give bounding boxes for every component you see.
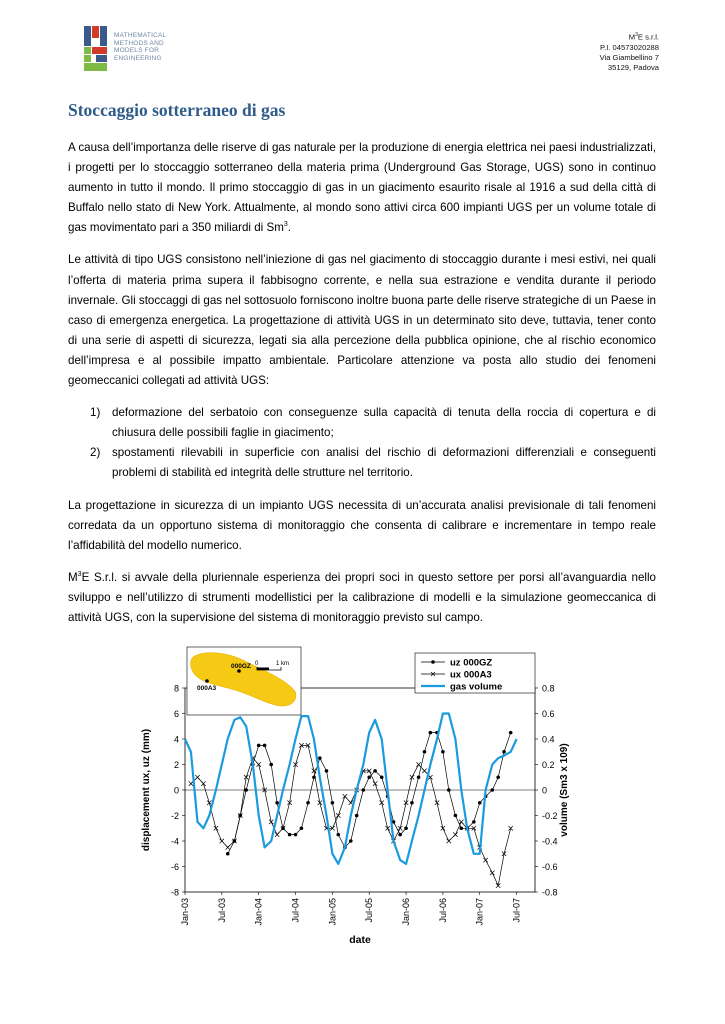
data-point-uz	[502, 750, 506, 754]
left-tick-label: 0	[173, 785, 179, 796]
data-point-uz	[460, 826, 464, 830]
data-point-uz	[306, 801, 310, 805]
displacement-volume-chart	[135, 645, 575, 955]
right-tick-label: -0.4	[542, 836, 558, 847]
data-point-uz	[478, 801, 482, 805]
right-tick-label: 0.4	[542, 734, 555, 745]
right-tick-label: 0.2	[542, 760, 555, 770]
data-point-ux	[220, 839, 224, 843]
x-tick-label: Jul-03	[216, 898, 227, 923]
company-vat: P.I. 04573020288	[600, 42, 659, 52]
data-point-ux	[398, 826, 402, 830]
x-tick-label: Jul-07	[511, 898, 522, 923]
data-point-ux	[343, 794, 347, 798]
x-tick-label: Jan-06	[401, 898, 412, 926]
data-point-uz	[410, 801, 414, 805]
data-point-ux	[483, 858, 487, 862]
data-point-ux	[207, 801, 211, 805]
data-point-ux	[195, 775, 199, 779]
data-point-uz	[398, 833, 402, 837]
data-point-ux	[189, 781, 193, 785]
legend-label: ux 000A3	[450, 669, 492, 681]
data-point-ux	[373, 781, 377, 785]
data-point-uz	[362, 788, 366, 792]
data-point-uz	[490, 788, 494, 792]
left-tick-label: 2	[173, 760, 179, 770]
data-point-uz	[331, 801, 335, 805]
company-name: $M^3E$ s.r.l.	[628, 32, 659, 42]
company-city: 35129, Padova	[607, 63, 659, 73]
paragraph-ugs-activity: Le attività di tipo UGS consistono nell’iniezione di gas nel giacimento di stoccaggio durante i mesi estivi, nei quali l’offerta di materia prima supera il fabbisogno corrente, e nella sua estrazione e vendita durante il periodo invernale. Gli stoccaggi di gas nel sottosuolo forniscono inoltre buona parte delle riserve strategiche di un Paese in caso di emergenza energetica. La progettazione di attività UGS in un determinato sito deve, tuttavia, tener conto di una serie di aspetti di sicurezza, legati sia alla percezione della pubblica opinione, che al rischio economico dell’impresa e al possibile impatto ambientale. Particolare attenzione va posta allo studio dei fenomeni geomeccanici collegati ad attività UGS:	[68, 253, 656, 388]
company-address: Via Giambellino 7	[599, 52, 659, 62]
data-point-ux	[385, 826, 389, 830]
x-tick-label: Jan-04	[253, 898, 264, 926]
data-point-uz	[367, 775, 371, 779]
paragraph-intro: A causa dell’importanza delle riserve di gas naturale per la produzione di energia elettrica nei paesi industrializzati, i progetti per lo stoccaggio sotterraneo della materia prima (Underground Gas Storage, UGS) sono in continuo aumento in tutto il mondo. Il primo stoccaggio di gas in un giacimento esaurito risale al 1916 a sud della città di Buffalo nello stato di New York. Attualmente, al mondo sono attivi circa 600 impianti UGS per un volume totale di gas movimentato pari a 350 miliardi di Sm$^3$.	[68, 141, 656, 235]
data-point-uz	[300, 826, 304, 830]
data-point-ux	[447, 839, 451, 843]
data-point-uz	[373, 769, 377, 773]
data-point-uz	[472, 820, 476, 824]
data-point-ux	[508, 826, 512, 830]
left-tick-label: -6	[170, 862, 179, 872]
logo-line-4: ENGINEERING	[114, 54, 162, 62]
station-000a3-label: 000A3	[197, 685, 217, 692]
right-tick-label: -0.8	[542, 887, 558, 898]
scale-label-0: 0	[255, 661, 259, 667]
data-point-uz	[509, 731, 513, 735]
data-point-uz	[423, 750, 427, 754]
x-tick-label: Jul-05	[364, 898, 375, 923]
right-tick-label: -0.6	[542, 862, 558, 872]
right-tick-label: -0.2	[542, 811, 558, 821]
data-point-ux	[422, 769, 426, 773]
right-tick-label: 0.8	[542, 683, 555, 694]
data-point-uz	[349, 839, 353, 843]
y-axis-label-right: volume (Sm3 x 109)	[559, 743, 570, 837]
legend-label: gas volume	[450, 681, 503, 693]
document-body	[68, 138, 656, 640]
left-tick-label: -4	[170, 836, 179, 847]
data-point-ux	[410, 775, 414, 779]
data-point-uz	[404, 826, 408, 830]
left-tick-label: -2	[170, 811, 179, 821]
right-tick-label: 0	[542, 785, 548, 796]
page-title: Stoccaggio sotterraneo di gas	[68, 100, 286, 120]
x-tick-label: Jul-06	[437, 898, 448, 923]
list-item: 1) deformazione del serbatoio con conseguenze sulla capacità di tenuta della roccia di copertura e di chiusura delle possibili faglie in giacimento;	[90, 406, 656, 440]
list-item: 2) spostamenti rilevabili in superficie con analisi del rischio di deformazioni differenziali e conseguenti problemi di stabilità ed integrità delle strutture nel territorio.	[90, 446, 656, 480]
scale-label-1km: 1 km	[276, 661, 290, 667]
data-point-uz	[325, 769, 329, 773]
data-point-uz	[447, 788, 451, 792]
scale-bar-fill	[257, 668, 269, 671]
logo-line-1: MATHEMATICAL	[114, 32, 167, 39]
paragraph-m3e: $M^3E$ S.r.l. si avvale della pluriennale esperienza dei propri soci in questo settore per porsi all’avanguardia nello sviluppo e nell’utilizzo di strumenti modellistici per la calibrazione di modelli e la simulazione geomeccanica di attività UGS, con la supervisione del sistema di monitoraggio previsto sul campo.	[68, 570, 656, 624]
data-point-uz	[441, 750, 445, 754]
data-point-ux	[336, 813, 340, 817]
company-logo	[84, 26, 204, 72]
data-point-uz	[275, 801, 279, 805]
data-point-uz	[257, 744, 261, 748]
data-point-uz	[454, 814, 458, 818]
data-point-uz	[269, 763, 273, 767]
data-point-uz	[429, 731, 433, 735]
x-tick-label: Jan-07	[474, 898, 485, 926]
data-point-ux	[256, 762, 260, 766]
data-point-uz	[288, 833, 292, 837]
y-axis-label-left: displacement ux, uz (mm)	[141, 728, 152, 852]
station-000a3-marker	[205, 679, 209, 683]
data-point-ux	[275, 832, 279, 836]
data-point-ux	[459, 820, 463, 824]
x-tick-label: Jan-03	[180, 898, 190, 926]
data-point-uz	[318, 756, 322, 760]
company-info	[600, 30, 659, 73]
data-point-uz	[226, 852, 230, 856]
data-point-ux	[490, 871, 494, 875]
data-point-ux	[453, 832, 457, 836]
right-tick-label: 0.6	[542, 709, 555, 719]
legend-marker-dot	[431, 660, 435, 664]
x-tick-label: Jan-05	[327, 898, 338, 926]
numbered-list	[68, 403, 656, 483]
x-tick-label: Jul-04	[290, 898, 301, 923]
data-point-uz	[417, 775, 421, 779]
data-point-ux	[416, 762, 420, 766]
data-point-uz	[244, 788, 248, 792]
logo-line-3: MODELS FOR	[114, 47, 159, 54]
logo-wordmark	[114, 32, 166, 62]
left-tick-label: 8	[173, 683, 179, 694]
data-point-uz	[263, 744, 267, 748]
data-point-uz	[355, 814, 359, 818]
data-point-uz	[294, 833, 298, 837]
data-point-uz	[336, 833, 340, 837]
data-point-uz	[380, 775, 384, 779]
station-000gz-label: 000GZ	[231, 663, 251, 670]
x-axis-label: date	[349, 934, 371, 946]
left-tick-label: 6	[173, 709, 179, 719]
data-point-ux	[214, 826, 218, 830]
data-point-ux	[226, 845, 230, 849]
paragraph-safety: La progettazione in sicurezza di un impianto UGS necessita di un’accurata analisi previsionale di tali fenomeni corredata da un opportuno sistema di monitoraggio che consenta di calibrare e incrementare in tempo reale l’affidabilità del modello numerico.	[68, 498, 656, 552]
left-tick-label: -8	[170, 887, 179, 898]
left-tick-label: 4	[173, 734, 179, 745]
data-point-ux	[441, 826, 445, 830]
data-point-ux	[201, 781, 205, 785]
logo-line-2: METHODS AND	[114, 39, 164, 47]
data-point-uz	[496, 775, 500, 779]
legend-label: uz 000GZ	[450, 657, 493, 669]
m3e-logo-icon	[84, 26, 108, 72]
